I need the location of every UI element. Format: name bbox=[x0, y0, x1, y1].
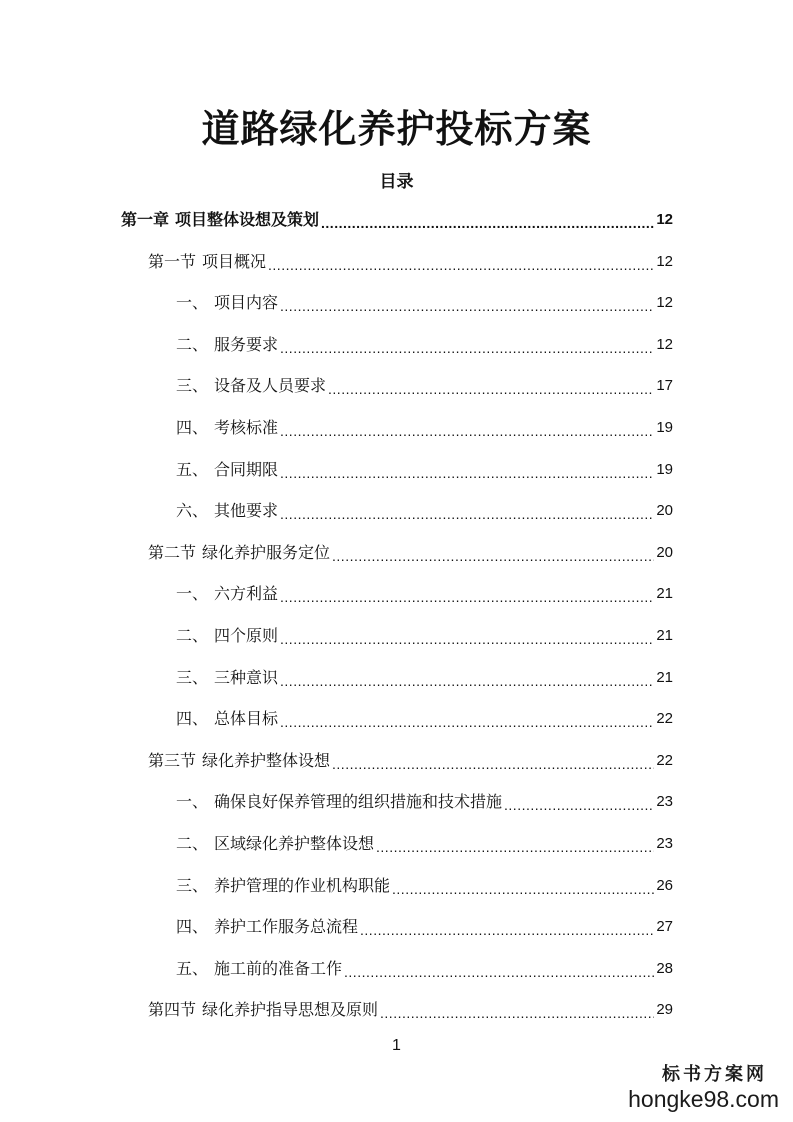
toc-entry-label: 三种意识 bbox=[214, 667, 279, 687]
toc-entry-label: 养护工作服务总流程 bbox=[214, 917, 359, 937]
toc-leader-dots bbox=[280, 706, 654, 732]
toc-entry-page: 23 bbox=[656, 793, 673, 811]
toc-entry-label: 施工前的准备工作 bbox=[214, 958, 343, 978]
toc-entry-number: 二、 bbox=[176, 334, 209, 354]
toc-entry-page: 20 bbox=[656, 543, 673, 561]
toc-entry[interactable] bbox=[176, 373, 673, 399]
toc-entry[interactable] bbox=[121, 207, 673, 233]
toc-entry-number: 三、 bbox=[176, 667, 209, 687]
toc-entry-page: 29 bbox=[656, 1001, 673, 1019]
toc-leader-dots bbox=[280, 623, 654, 649]
toc-entry[interactable] bbox=[148, 540, 673, 566]
toc-entry-label: 绿化养护服务定位 bbox=[202, 542, 331, 562]
toc-entry-page: 21 bbox=[656, 627, 673, 644]
toc-leader-dots bbox=[360, 914, 654, 940]
toc-entry-page: 19 bbox=[656, 460, 673, 478]
toc-entry[interactable] bbox=[176, 623, 673, 649]
toc-entry-label: 其他要求 bbox=[214, 501, 279, 521]
toc-leader-dots bbox=[280, 415, 654, 441]
toc-leader-dots bbox=[504, 789, 654, 815]
toc-leader-dots bbox=[332, 540, 654, 566]
toc-entry-page: 22 bbox=[656, 751, 673, 769]
toc-entry-label: 项目概况 bbox=[202, 251, 267, 271]
toc-leader-dots bbox=[280, 581, 654, 607]
toc-entry[interactable] bbox=[176, 789, 673, 815]
toc-entry-label: 绿化养护整体设想 bbox=[202, 750, 331, 770]
toc-entry-number: 五、 bbox=[176, 958, 209, 978]
toc-entry-label: 养护管理的作业机构职能 bbox=[214, 875, 391, 895]
toc-entry-label: 项目整体设想及策划 bbox=[175, 210, 320, 229]
toc-entry[interactable] bbox=[176, 873, 673, 899]
toc-entry-number: 三、 bbox=[176, 376, 209, 396]
toc-entry-label: 区域绿化养护整体设想 bbox=[214, 834, 375, 853]
toc-entry[interactable] bbox=[176, 665, 673, 691]
toc-entry-page: 12 bbox=[656, 294, 673, 312]
toc-leader-dots bbox=[392, 873, 654, 899]
toc-entry[interactable] bbox=[176, 415, 673, 441]
toc-entry-label: 合同期限 bbox=[214, 459, 279, 479]
toc-entry[interactable] bbox=[148, 997, 673, 1023]
toc-entry[interactable] bbox=[176, 706, 673, 732]
toc-entry-page: 12 bbox=[656, 252, 673, 270]
toc-entry-number: 第四节 bbox=[148, 1000, 197, 1020]
toc-leader-dots bbox=[321, 207, 654, 233]
toc-entry-number: 一、 bbox=[176, 293, 209, 313]
toc-leader-dots bbox=[344, 956, 654, 982]
toc-entry[interactable] bbox=[176, 290, 673, 316]
toc-entry[interactable] bbox=[148, 249, 673, 275]
toc-entry-number: 二、 bbox=[176, 626, 209, 645]
toc-entry-number: 第一节 bbox=[148, 251, 197, 271]
watermark bbox=[628, 1060, 779, 1112]
toc-entry-label: 绿化养护指导思想及原则 bbox=[202, 1000, 379, 1020]
page-number: 1 bbox=[392, 1037, 401, 1054]
toc-entry-number: 第三节 bbox=[148, 750, 197, 770]
toc-entry-number: 三、 bbox=[176, 875, 209, 895]
toc-leader-dots bbox=[376, 831, 654, 857]
toc-entry-page: 23 bbox=[656, 835, 673, 852]
toc-entry-number: 第二节 bbox=[148, 542, 197, 562]
toc-entry-page: 20 bbox=[656, 502, 673, 520]
toc-entry-number: 一、 bbox=[176, 792, 209, 812]
toc-entry-page: 21 bbox=[656, 668, 673, 686]
toc-entry[interactable] bbox=[176, 498, 673, 524]
toc-entry-number: 四、 bbox=[176, 917, 209, 937]
toc-entry-label: 确保良好保养管理的组织措施和技术措施 bbox=[214, 792, 503, 812]
toc-entry[interactable] bbox=[176, 914, 673, 940]
toc-entry-number: 五、 bbox=[176, 459, 209, 479]
toc-entry-page: 19 bbox=[656, 419, 673, 436]
page-title: 道路绿化养护投标方案 bbox=[201, 107, 592, 151]
toc-entry-page: 21 bbox=[656, 585, 673, 603]
toc-entry[interactable] bbox=[176, 581, 673, 607]
toc-entry[interactable] bbox=[148, 748, 673, 774]
toc-entry-page: 22 bbox=[656, 710, 673, 728]
toc-leader-dots bbox=[280, 498, 654, 524]
toc-heading: 目录 bbox=[379, 172, 414, 192]
toc-entry-page: 26 bbox=[656, 876, 673, 894]
toc-entry-label: 四个原则 bbox=[214, 626, 279, 645]
toc-entry-number: 四、 bbox=[176, 418, 209, 437]
toc-entry-number: 六、 bbox=[176, 501, 209, 521]
toc-leader-dots bbox=[328, 373, 654, 399]
watermark-url: hongke98.com bbox=[628, 1086, 779, 1112]
toc-entry-label: 总体目标 bbox=[214, 709, 279, 729]
toc-entry-number: 第一章 bbox=[121, 210, 170, 229]
toc-entry[interactable] bbox=[176, 457, 673, 483]
toc-entry-page: 27 bbox=[656, 918, 673, 936]
toc-entry-label: 设备及人员要求 bbox=[214, 376, 327, 396]
toc-leader-dots bbox=[280, 665, 654, 691]
toc-leader-dots bbox=[380, 997, 654, 1023]
toc-leader-dots bbox=[280, 457, 654, 483]
toc-leader-dots bbox=[268, 249, 654, 275]
watermark-site-name: 标书方案网 bbox=[662, 1064, 767, 1085]
toc-entry[interactable] bbox=[176, 332, 673, 358]
toc-leader-dots bbox=[332, 748, 654, 774]
toc-entry-page: 17 bbox=[656, 377, 673, 395]
toc-entry[interactable] bbox=[176, 956, 673, 982]
toc-entry-label: 项目内容 bbox=[214, 293, 279, 313]
toc-entry-label: 六方利益 bbox=[214, 584, 279, 604]
toc-entry-page: 28 bbox=[656, 959, 673, 977]
toc-leader-dots bbox=[280, 332, 654, 358]
toc-entry-page: 12 bbox=[656, 335, 673, 353]
toc-entry-number: 二、 bbox=[176, 834, 209, 853]
toc-entry-number: 一、 bbox=[176, 584, 209, 604]
toc-entry-page: 12 bbox=[656, 211, 673, 228]
toc-leader-dots bbox=[280, 290, 654, 316]
toc-entry-label: 服务要求 bbox=[214, 334, 279, 354]
toc-entry-number: 四、 bbox=[176, 709, 209, 729]
toc-entry[interactable] bbox=[176, 831, 673, 857]
toc-entry-label: 考核标准 bbox=[214, 418, 279, 437]
